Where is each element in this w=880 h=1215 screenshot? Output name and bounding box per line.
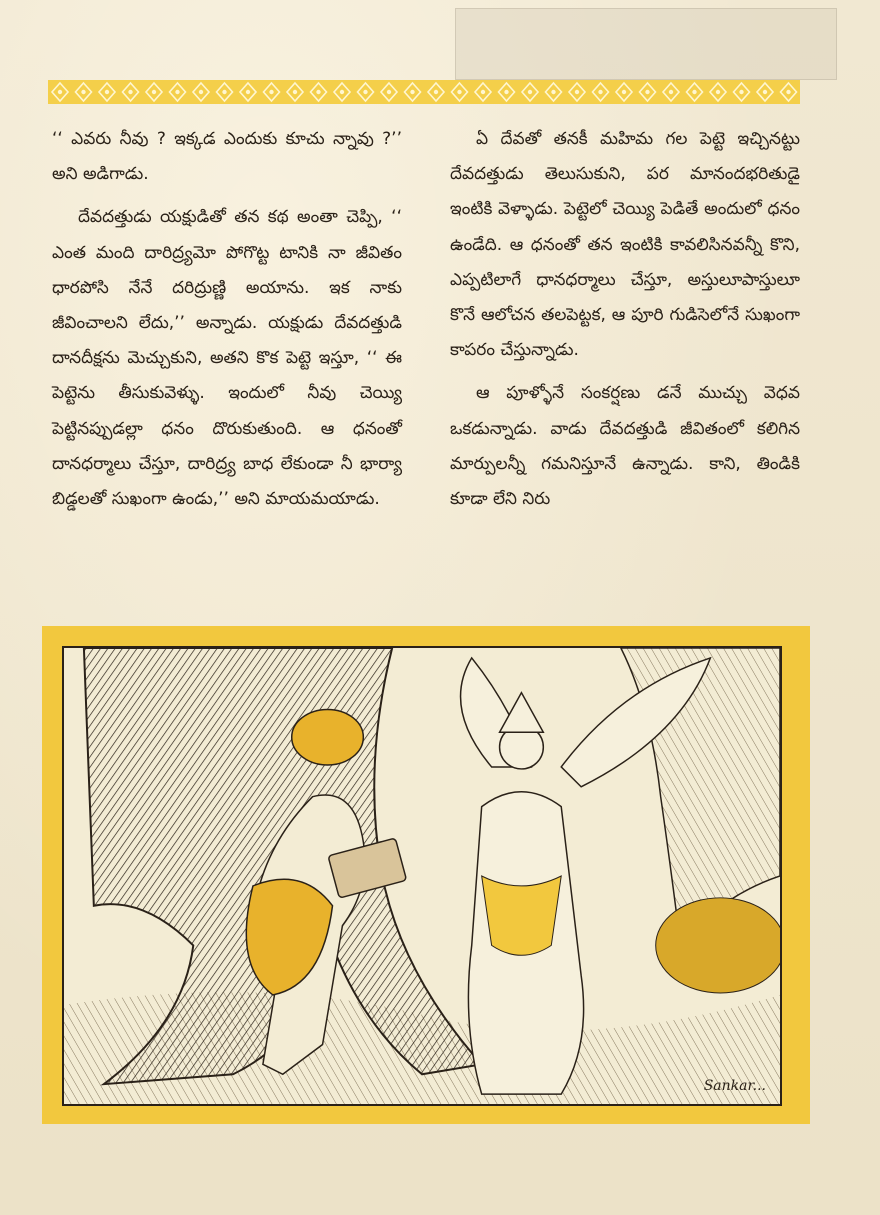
text-column-right	[450, 122, 800, 525]
ornament-dot	[716, 90, 720, 94]
ornament-pattern	[48, 80, 800, 104]
ornament-dot	[152, 90, 156, 94]
ornament-dot	[434, 90, 438, 94]
ornament-dot	[622, 90, 626, 94]
ornament-dot	[363, 90, 367, 94]
ornament-dot	[598, 90, 602, 94]
artist-signature: Sankar...	[703, 1078, 766, 1094]
illustration-frame	[42, 626, 810, 1124]
ornament-dot	[763, 90, 767, 94]
ornament-dot	[692, 90, 696, 94]
ornament-dot	[199, 90, 203, 94]
paragraph: ఆ పూళ్ళోనే సంకర్షణు డనే ముచ్చు వెధవ ఒకడున్నాడు. వాడు దేవదత్తుడి జీవితంలో కలిగిన మార్పులన్నీ గమనిస్తూనే ఉన్నాడు. కాని, తిండికి కూడా లేని నిరు	[450, 383, 800, 510]
ornament-dot	[269, 90, 273, 94]
ornament-dot	[645, 90, 649, 94]
ornament-dot	[551, 90, 555, 94]
ornament-dot	[316, 90, 320, 94]
ornament-dot	[246, 90, 250, 94]
ornament-dot	[58, 90, 62, 94]
ornament-dot	[105, 90, 109, 94]
ornament-dot	[528, 90, 532, 94]
paragraph: దేవదత్తుడు యక్షుడితో తన కథ అంతా చెప్పి, ‘‘ ఎంత మంది దారిద్ర్యమో పోగొట్ట టానికి నా జీవితం ధారపోసి నేనే దరిద్రుణ్ణి అయాను. ఇక నాకు జీవించాలని లేదు,’’ అన్నాడు. యక్షుడు దేవదత్తుడి దానదీక్షను మెచ్చుకుని, అతని కొక పెట్టె ఇస్తూ, ‘‘ ఈ పెట్టెను తీసుకువెళ్ళు. ఇందులో నీవు చెయ్యి పెట్టినప్పుడల్లా ధనం దొరుకుతుంది. ఆ ధనంతో దానధర్మాలు చేస్తూ, దారిద్ర్య బాధ లేకుండా నీ భార్యా బిడ్డలతో సుఖంగా ఉండు,’’ అని మాయమయాడు.	[52, 207, 402, 510]
text-column-left	[52, 122, 402, 525]
ornament-dot	[575, 90, 579, 94]
ornament-dot	[481, 90, 485, 94]
ornament-dot	[81, 90, 85, 94]
ornament-dot	[340, 90, 344, 94]
man-turban	[292, 709, 364, 765]
ornament-dot	[222, 90, 226, 94]
ornament-dot	[293, 90, 297, 94]
ornament-dot	[739, 90, 743, 94]
ornament-dot	[786, 90, 790, 94]
paragraph: ‘‘ ఎవరు నీవు ? ఇక్కడ ఎందుకు కూచు న్నావు ?’’ అని అడిగాడు.	[52, 129, 402, 185]
illustration	[62, 646, 782, 1106]
deity-sash	[482, 876, 562, 955]
ornament-dot	[175, 90, 179, 94]
ornament-dot	[128, 90, 132, 94]
ornament-dot	[669, 90, 673, 94]
decorative-border-band	[48, 80, 800, 104]
bush	[656, 898, 780, 993]
forest-scene-drawing	[64, 648, 780, 1104]
ornament-dot	[457, 90, 461, 94]
paper-stain	[455, 8, 837, 80]
ornament-dot	[504, 90, 508, 94]
ornament-dot	[387, 90, 391, 94]
paragraph: ఏ దేవతో తనకీ మహిమ గల పెట్టె ఇచ్చినట్టు దేవదత్తుడు తెలుసుకుని, పర మానందభరితుడై ఇంటికి వెళ్ళాడు. పెట్టెలో చెయ్యి పెడితే అందులో ధనం ఉండేది. ఆ ధనంతో తన ఇంటికి కావలిసినవన్నీ కొని, ఎప్పటిలాగే ధానధర్మాలు చేస్తూ, అస్తులూపాస్తులూ కొనే ఆలోచన తలపెట్టక, ఆ పూరి గుడిసెలోనే సుఖంగా కాపరం చేస్తున్నాడు.	[450, 129, 800, 361]
ornament-dot	[410, 90, 414, 94]
